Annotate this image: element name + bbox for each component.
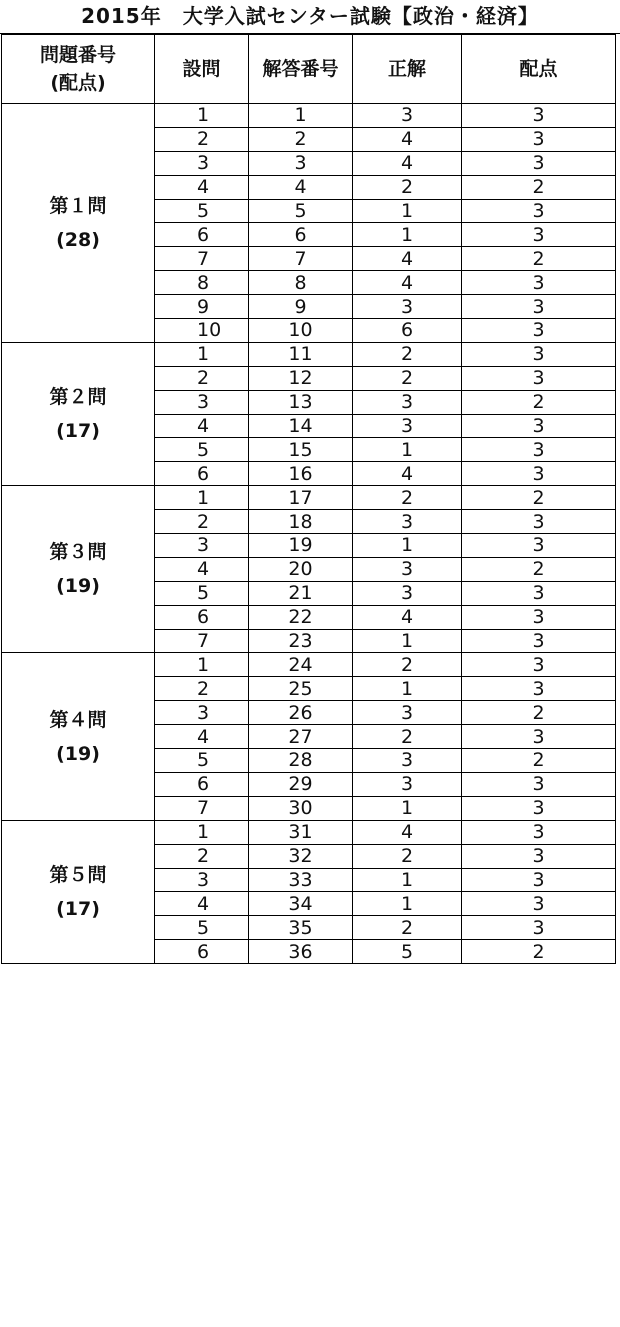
question-cell: 1: [155, 486, 249, 510]
group-label: 第１問: [49, 194, 107, 217]
points-cell: 3: [462, 199, 616, 223]
table-row: [2, 653, 616, 677]
points-cell: 2: [462, 940, 616, 964]
question-cell: 6: [155, 223, 249, 247]
answer-no-cell: 20: [249, 557, 353, 581]
answer-no-cell: 17: [249, 486, 353, 510]
points-cell: 3: [462, 820, 616, 844]
points-cell: 3: [462, 127, 616, 151]
points-cell: 3: [462, 653, 616, 677]
question-cell: 3: [155, 534, 249, 558]
header-points: 配点: [462, 35, 616, 104]
question-cell: 1: [155, 820, 249, 844]
answer-no-cell: 3: [249, 151, 353, 175]
question-cell: 10: [155, 319, 249, 343]
question-cell: 2: [155, 127, 249, 151]
table-row: [2, 820, 616, 844]
points-cell: 3: [462, 223, 616, 247]
question-cell: 5: [155, 916, 249, 940]
question-cell: 7: [155, 796, 249, 820]
points-cell: 3: [462, 271, 616, 295]
question-cell: 4: [155, 725, 249, 749]
group-label: 第４問: [49, 708, 107, 731]
points-cell: 3: [462, 844, 616, 868]
question-cell: 2: [155, 677, 249, 701]
correct-cell: 2: [353, 486, 462, 510]
question-cell: 5: [155, 199, 249, 223]
answer-no-cell: 16: [249, 462, 353, 486]
points-cell: 2: [462, 175, 616, 199]
correct-cell: 2: [353, 844, 462, 868]
answer-no-cell: 1: [249, 104, 353, 128]
question-cell: 4: [155, 557, 249, 581]
points-cell: 3: [462, 151, 616, 175]
correct-cell: 3: [353, 295, 462, 319]
table-row: [2, 104, 616, 128]
correct-cell: 4: [353, 605, 462, 629]
correct-cell: 4: [353, 462, 462, 486]
answer-no-cell: 13: [249, 390, 353, 414]
answer-no-cell: 36: [249, 940, 353, 964]
correct-cell: 1: [353, 868, 462, 892]
correct-cell: 2: [353, 725, 462, 749]
points-cell: 3: [462, 725, 616, 749]
group-score: (19): [56, 742, 100, 765]
points-cell: 3: [462, 796, 616, 820]
answer-no-cell: 31: [249, 820, 353, 844]
correct-cell: 4: [353, 127, 462, 151]
answer-no-cell: 35: [249, 916, 353, 940]
answer-no-cell: 25: [249, 677, 353, 701]
question-cell: 5: [155, 749, 249, 773]
points-cell: 3: [462, 295, 616, 319]
question-cell: 3: [155, 151, 249, 175]
question-cell: 7: [155, 629, 249, 653]
group-cell: [2, 342, 155, 485]
answer-no-cell: 30: [249, 796, 353, 820]
points-cell: 3: [462, 605, 616, 629]
points-cell: 3: [462, 916, 616, 940]
question-cell: 6: [155, 462, 249, 486]
page-title: 2015年 大学入試センター試験【政治・経済】: [0, 0, 620, 34]
correct-cell: 1: [353, 892, 462, 916]
group-cell: [2, 486, 155, 653]
question-cell: 3: [155, 390, 249, 414]
correct-cell: 3: [353, 701, 462, 725]
correct-cell: 1: [353, 534, 462, 558]
answer-no-cell: 19: [249, 534, 353, 558]
correct-cell: 3: [353, 104, 462, 128]
table-row: [2, 486, 616, 510]
answer-no-cell: 34: [249, 892, 353, 916]
points-cell: 2: [462, 390, 616, 414]
correct-cell: 2: [353, 366, 462, 390]
question-cell: 2: [155, 510, 249, 534]
points-cell: 2: [462, 486, 616, 510]
points-cell: 3: [462, 629, 616, 653]
answer-no-cell: 12: [249, 366, 353, 390]
answer-no-cell: 10: [249, 319, 353, 343]
points-cell: 3: [462, 772, 616, 796]
correct-cell: 3: [353, 510, 462, 534]
correct-cell: 4: [353, 151, 462, 175]
group-label: 第３問: [49, 541, 107, 564]
correct-cell: 1: [353, 223, 462, 247]
question-cell: 4: [155, 414, 249, 438]
points-cell: 3: [462, 581, 616, 605]
question-cell: 9: [155, 295, 249, 319]
correct-cell: 3: [353, 581, 462, 605]
points-cell: 3: [462, 366, 616, 390]
answer-no-cell: 2: [249, 127, 353, 151]
header-row: [2, 35, 616, 104]
answer-no-cell: 33: [249, 868, 353, 892]
points-cell: 3: [462, 677, 616, 701]
question-cell: 2: [155, 844, 249, 868]
answer-table: [1, 34, 616, 964]
correct-cell: 2: [353, 342, 462, 366]
points-cell: 3: [462, 462, 616, 486]
points-cell: 2: [462, 247, 616, 271]
group-label: 第５問: [49, 863, 107, 886]
points-cell: 2: [462, 557, 616, 581]
question-cell: 1: [155, 653, 249, 677]
answer-no-cell: 26: [249, 701, 353, 725]
answer-no-cell: 24: [249, 653, 353, 677]
answer-no-cell: 14: [249, 414, 353, 438]
group-score: (17): [56, 897, 100, 920]
answer-no-cell: 15: [249, 438, 353, 462]
answer-no-cell: 29: [249, 772, 353, 796]
question-cell: 4: [155, 175, 249, 199]
correct-cell: 3: [353, 557, 462, 581]
question-cell: 4: [155, 892, 249, 916]
points-cell: 3: [462, 104, 616, 128]
question-cell: 1: [155, 104, 249, 128]
correct-cell: 2: [353, 916, 462, 940]
answer-no-cell: 5: [249, 199, 353, 223]
question-cell: 6: [155, 772, 249, 796]
correct-cell: 3: [353, 749, 462, 773]
group-cell: [2, 820, 155, 963]
group-score: (28): [56, 228, 100, 251]
header-group: 問題番号 (配点): [2, 35, 155, 104]
points-cell: 3: [462, 438, 616, 462]
group-score: (19): [56, 575, 100, 598]
points-cell: 2: [462, 749, 616, 773]
group-cell: [2, 104, 155, 343]
correct-cell: 4: [353, 820, 462, 844]
question-cell: 8: [155, 271, 249, 295]
correct-cell: 1: [353, 438, 462, 462]
question-cell: 6: [155, 940, 249, 964]
correct-cell: 1: [353, 199, 462, 223]
points-cell: 2: [462, 701, 616, 725]
question-cell: 7: [155, 247, 249, 271]
answer-no-cell: 8: [249, 271, 353, 295]
answer-no-cell: 9: [249, 295, 353, 319]
correct-cell: 5: [353, 940, 462, 964]
header-question: 設問: [155, 35, 249, 104]
question-cell: 3: [155, 868, 249, 892]
answer-no-cell: 23: [249, 629, 353, 653]
group-label: 第２問: [49, 386, 107, 409]
table-body: [2, 104, 616, 964]
correct-cell: 3: [353, 414, 462, 438]
answer-no-cell: 32: [249, 844, 353, 868]
table-row: [2, 342, 616, 366]
correct-cell: 3: [353, 390, 462, 414]
answer-no-cell: 18: [249, 510, 353, 534]
points-cell: 3: [462, 510, 616, 534]
answer-no-cell: 11: [249, 342, 353, 366]
answer-no-cell: 28: [249, 749, 353, 773]
points-cell: 3: [462, 414, 616, 438]
question-cell: 2: [155, 366, 249, 390]
question-cell: 5: [155, 581, 249, 605]
points-cell: 3: [462, 534, 616, 558]
points-cell: 3: [462, 868, 616, 892]
correct-cell: 6: [353, 319, 462, 343]
answer-no-cell: 7: [249, 247, 353, 271]
answer-no-cell: 22: [249, 605, 353, 629]
question-cell: 3: [155, 701, 249, 725]
header-correct: 正解: [353, 35, 462, 104]
header-answer-no: 解答番号: [249, 35, 353, 104]
correct-cell: 4: [353, 247, 462, 271]
correct-cell: 4: [353, 271, 462, 295]
answer-no-cell: 27: [249, 725, 353, 749]
question-cell: 1: [155, 342, 249, 366]
question-cell: 5: [155, 438, 249, 462]
correct-cell: 2: [353, 653, 462, 677]
answer-no-cell: 21: [249, 581, 353, 605]
group-cell: [2, 653, 155, 820]
points-cell: 3: [462, 319, 616, 343]
answer-no-cell: 6: [249, 223, 353, 247]
points-cell: 3: [462, 892, 616, 916]
question-cell: 6: [155, 605, 249, 629]
correct-cell: 1: [353, 677, 462, 701]
correct-cell: 1: [353, 629, 462, 653]
correct-cell: 2: [353, 175, 462, 199]
correct-cell: 3: [353, 772, 462, 796]
correct-cell: 1: [353, 796, 462, 820]
answer-no-cell: 4: [249, 175, 353, 199]
points-cell: 3: [462, 342, 616, 366]
group-score: (17): [56, 420, 100, 443]
